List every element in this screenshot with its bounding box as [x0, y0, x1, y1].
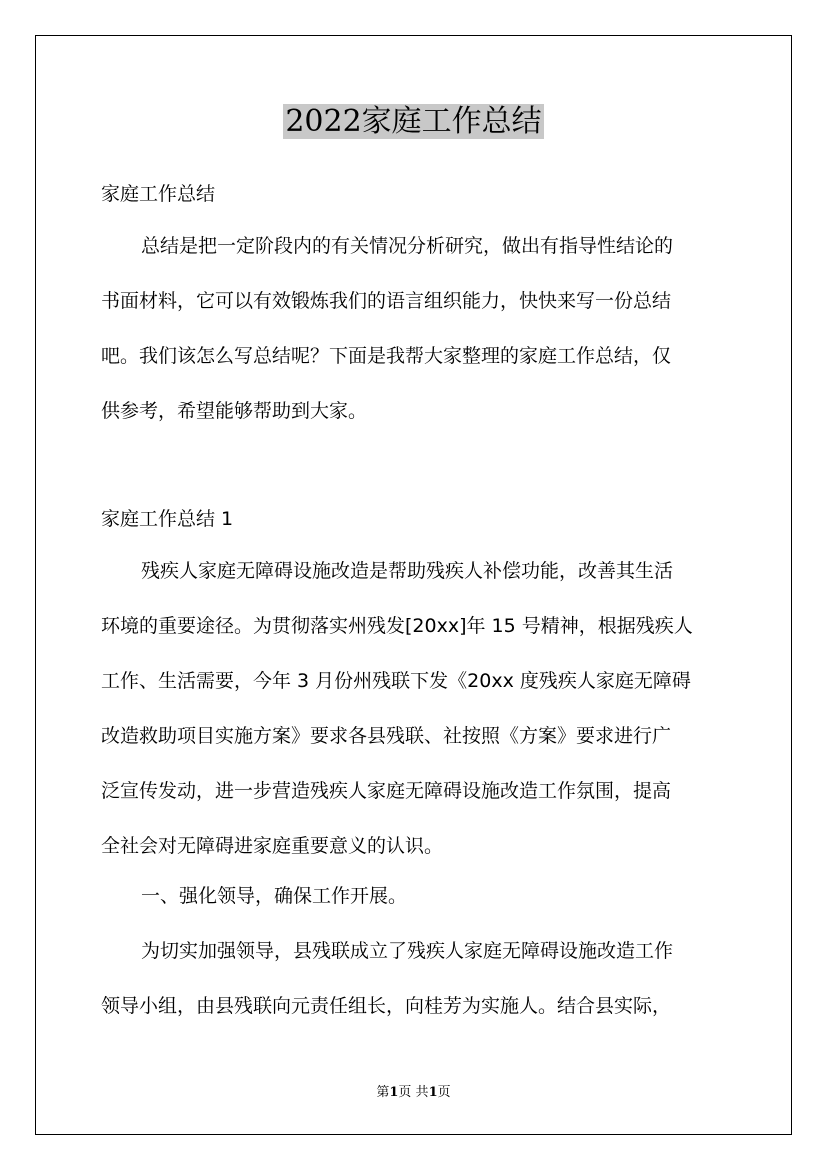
footer-suffix: 页: [437, 1085, 451, 1100]
footer-page-total: 1: [428, 1085, 438, 1100]
paragraph-line: 吧。我们该怎么写总结呢？下面是我帮大家整理的家庭工作总结，仅: [101, 345, 672, 367]
footer-page-current: 1: [389, 1085, 399, 1100]
paragraph-line: 全社会对无障碍进家庭重要意义的认识。: [101, 835, 444, 857]
paragraph-line: 残疾人家庭无障碍设施改造是帮助残疾人补偿功能，改善其生活: [141, 560, 674, 582]
subheading-1: [101, 869, 741, 924]
paragraph-line: 改造救助项目实施方案》要求各县残联、社按照《方案》要求进行广: [101, 725, 672, 747]
paragraph-line: 工作、生活需要，今年 3 月份州残联下发《20xx 度残疾人家庭无障碍: [101, 670, 691, 692]
subheading-line: 一、强化领导，确保工作开展。: [141, 885, 408, 907]
paragraph-line: 泛宣传发动，进一步营造残疾人家庭无障碍设施改造工作氛围，提高: [101, 780, 672, 802]
paragraph-line: 领导小组，由县残联向元责任组长，向桂芳为实施人。结合县实际，: [101, 995, 672, 1017]
section1-heading: 家庭工作总结 1: [101, 508, 234, 530]
paragraph-line: 供参考，希望能够帮助到大家。: [101, 400, 368, 422]
page-footer: [0, 1083, 827, 1103]
paragraph-line: 总结是把一定阶段内的有关情况分析研究，做出有指导性结论的: [141, 235, 674, 257]
paragraph-line: 环境的重要途径。为贯彻落实州残发[20xx]年 15 号精神，根据残疾人: [101, 615, 693, 637]
intro-heading: 家庭工作总结: [101, 183, 216, 205]
section1-paragraph-1: [101, 544, 741, 874]
paragraph-line: 为切实加强领导，县残联成立了残疾人家庭无障碍设施改造工作: [141, 940, 674, 962]
paragraph-line: 书面材料，它可以有效锻炼我们的语言组织能力，快快来写一份总结: [101, 290, 672, 312]
document-title-text: 2022家庭工作总结: [285, 104, 542, 139]
intro-paragraph: [101, 219, 741, 439]
footer-prefix: 第: [376, 1085, 390, 1100]
footer-mid: 页 共: [398, 1085, 429, 1100]
section1-paragraph-2: [101, 924, 741, 1034]
document-title: [0, 102, 827, 142]
